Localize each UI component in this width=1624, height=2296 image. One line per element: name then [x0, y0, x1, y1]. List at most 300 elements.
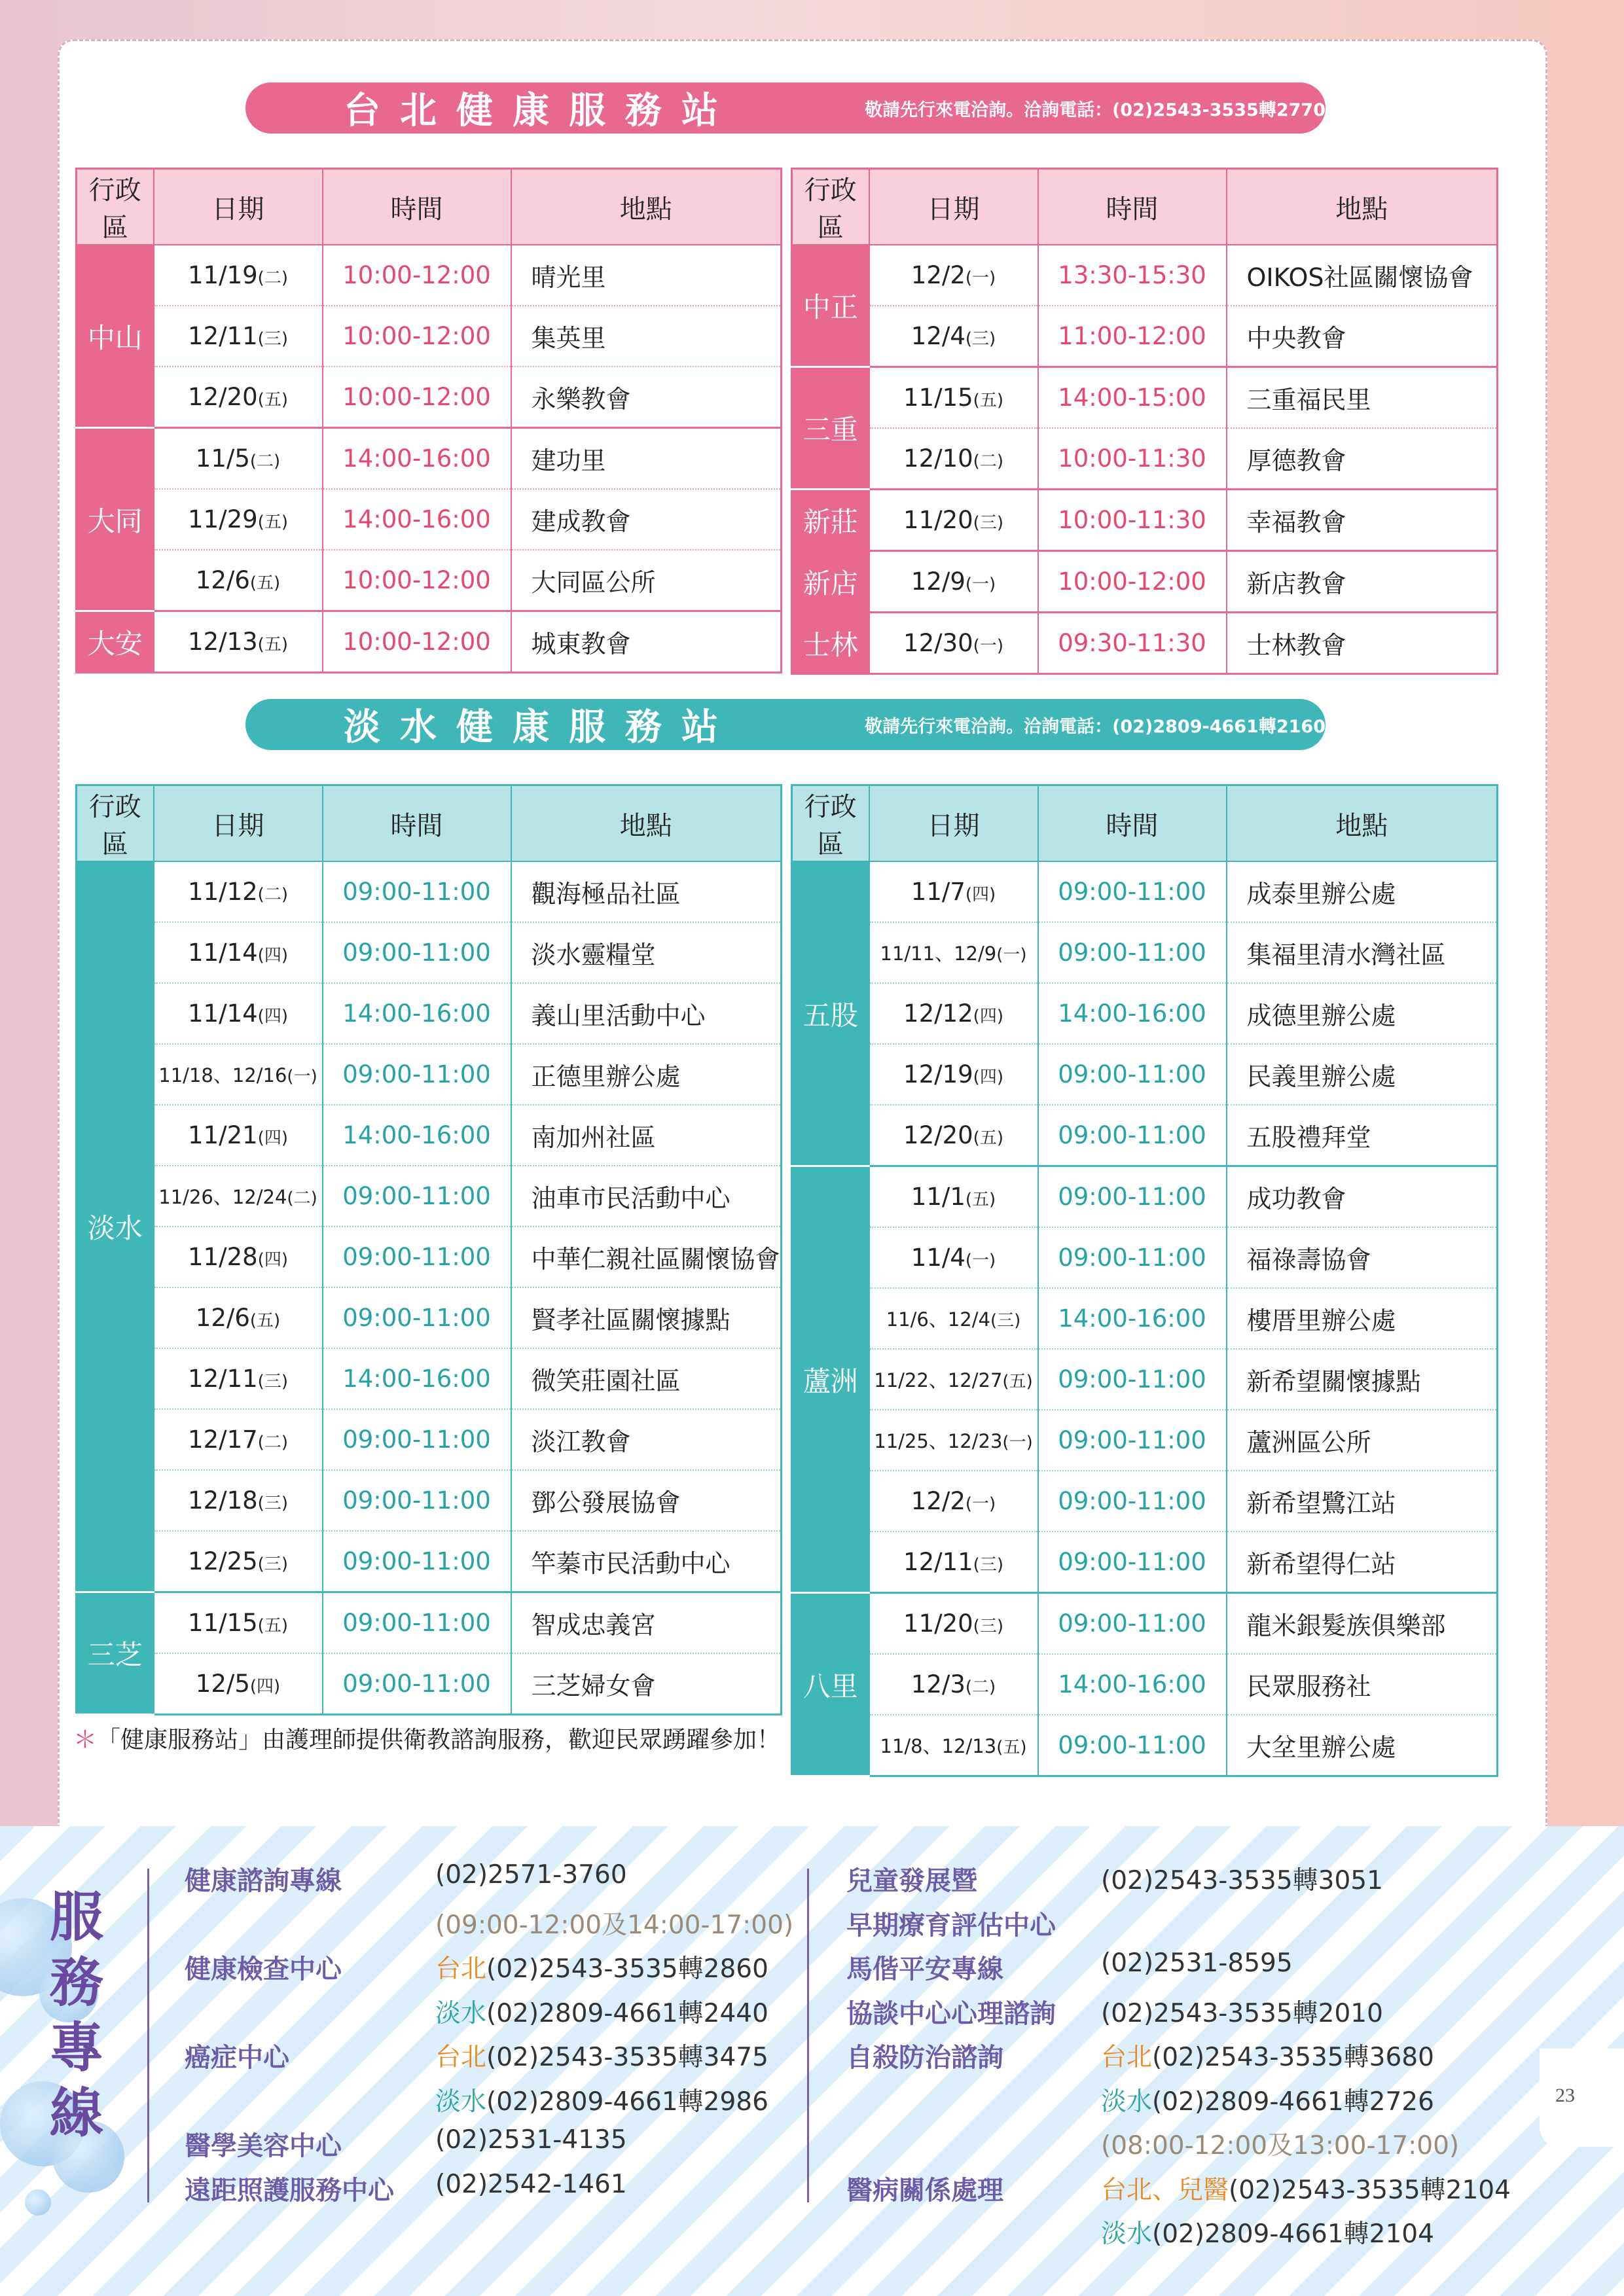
- date-text: 11/20: [903, 506, 973, 534]
- table-row: [792, 490, 1498, 551]
- hotline-number: [435, 1860, 627, 1890]
- taipei-schedule-left: [75, 168, 782, 673]
- date-cell: [154, 1531, 323, 1592]
- date-text: 12/20: [188, 383, 258, 411]
- time-cell: 09:00-11:00: [1038, 1471, 1227, 1532]
- table-row: [792, 613, 1498, 674]
- date-text: 12/2: [911, 261, 965, 289]
- hotline-number: [1101, 2081, 1434, 2118]
- date-text: 11/29: [188, 505, 258, 533]
- table-row: [792, 245, 1498, 306]
- weekday-text: (一): [965, 268, 996, 288]
- date-text: 11/5: [195, 444, 250, 473]
- date-text: 11/6、12/4: [886, 1308, 990, 1331]
- date-cell: [154, 306, 323, 367]
- decorative-bubble: [25, 2189, 51, 2215]
- date-text: 11/11、12/9: [880, 942, 997, 965]
- weekday-text: (二): [973, 452, 1003, 471]
- hotline-number: [435, 2037, 768, 2073]
- place-cell: 南加州社區: [511, 1105, 782, 1166]
- weekday-text: (五): [257, 1616, 288, 1636]
- table-row: [77, 1227, 782, 1287]
- date-text: 12/11: [188, 1365, 258, 1393]
- phone-text: (09:00-12:00及14:00-17:00): [435, 1910, 794, 1940]
- place-cell: 民眾服務社: [1227, 1654, 1498, 1715]
- place-cell: OIKOS社區關懷協會: [1227, 245, 1498, 306]
- table-row: [77, 922, 782, 983]
- place-cell: 士林教會: [1227, 613, 1498, 674]
- table-row: [792, 861, 1498, 922]
- place-cell: 福祿壽協會: [1227, 1227, 1498, 1288]
- place-cell: 集英里: [511, 306, 782, 367]
- date-cell: [154, 611, 323, 673]
- weekday-text: (五): [965, 1190, 996, 1210]
- time-cell: 09:00-11:00: [1038, 1166, 1227, 1228]
- time-cell: 09:00-11:00: [1038, 861, 1227, 922]
- weekday-text: (四): [249, 1677, 281, 1696]
- weekday-text: (一): [996, 945, 1027, 965]
- table-row: [77, 861, 782, 922]
- time-cell: 14:00-16:00: [323, 489, 511, 550]
- table-row: [77, 1348, 782, 1409]
- tamsui-schedule-right: [791, 784, 1498, 1777]
- hotline-number: [1101, 1993, 1383, 2030]
- place-cell: 智成忠義宮: [511, 1592, 782, 1654]
- table-row: [77, 1287, 782, 1348]
- weekday-text: (二): [965, 1677, 996, 1697]
- table-header-row: [792, 169, 1498, 245]
- weekday-text: (二): [257, 268, 288, 288]
- date-text: 12/12: [903, 999, 973, 1028]
- campus-prefix: 台北: [1101, 2043, 1153, 2072]
- district-cell: 士林: [792, 613, 869, 674]
- header-date: 日期: [869, 785, 1038, 862]
- table-row: [792, 1105, 1498, 1166]
- table-row: [77, 245, 782, 306]
- header-date: 日期: [154, 785, 323, 862]
- weekday-text: (四): [973, 1007, 1003, 1026]
- phone-text: (02)2809-4661轉2726: [1152, 2087, 1434, 2117]
- table-row: [792, 1654, 1498, 1715]
- table-row: [792, 551, 1498, 613]
- time-cell: 09:00-11:00: [323, 1044, 511, 1105]
- date-text: 12/3: [911, 1670, 965, 1698]
- place-cell: 三重福民里: [1227, 367, 1498, 429]
- date-cell: [154, 489, 323, 550]
- place-cell: 淡江教會: [511, 1409, 782, 1470]
- header-date: 日期: [154, 169, 323, 245]
- date-cell: [869, 1532, 1038, 1593]
- weekday-text: (三): [257, 1372, 288, 1391]
- time-cell: 14:00-16:00: [323, 1348, 511, 1409]
- header-district: 行政區: [77, 169, 154, 245]
- weekday-text: (五): [1002, 1372, 1033, 1391]
- date-text: 12/6: [195, 566, 250, 594]
- date-text: 12/11: [188, 322, 258, 350]
- tamsui-station-title: 淡水健康服務站: [344, 706, 738, 749]
- weekday-text: (一): [965, 1494, 996, 1514]
- date-cell: [869, 551, 1038, 613]
- date-cell: [154, 922, 323, 983]
- table-row: [792, 428, 1498, 490]
- weekday-text: (四): [257, 1128, 288, 1148]
- weekday-text: (五): [257, 512, 288, 532]
- table-row: [792, 1227, 1498, 1288]
- date-cell: [869, 367, 1038, 429]
- date-text: 12/18: [188, 1486, 258, 1515]
- time-cell: 09:00-11:00: [323, 922, 511, 983]
- table-row: [792, 1410, 1498, 1471]
- phone-text: (02)2543-3535轉2860: [486, 1954, 768, 1984]
- time-cell: 09:00-11:00: [1038, 1349, 1227, 1410]
- time-cell: 09:00-11:00: [323, 1287, 511, 1348]
- time-cell: 09:00-11:00: [1038, 1715, 1227, 1776]
- weekday-text: (五): [249, 573, 281, 593]
- time-cell: 09:00-11:00: [1038, 1532, 1227, 1593]
- time-cell: 09:00-11:00: [323, 1531, 511, 1592]
- date-text: 12/13: [188, 628, 258, 656]
- hotline-title-char: 線: [49, 2083, 103, 2145]
- header-district: 行政區: [792, 785, 869, 862]
- weekday-text: (一): [973, 636, 1003, 656]
- header-time: 時間: [1038, 785, 1227, 862]
- date-text: 12/20: [903, 1121, 973, 1149]
- asterisk-icon: ＊: [73, 1727, 98, 1753]
- weekday-text: (五): [257, 390, 288, 410]
- date-text: 12/2: [911, 1487, 965, 1515]
- time-cell: 09:00-11:00: [323, 1592, 511, 1654]
- campus-prefix: 淡水: [435, 1998, 487, 2028]
- time-cell: 14:00-16:00: [323, 428, 511, 490]
- page-number: 23: [1555, 2085, 1575, 2106]
- date-cell: [869, 861, 1038, 922]
- place-cell: 大坌里辦公處: [1227, 1715, 1498, 1776]
- weekday-text: (一): [287, 1067, 317, 1086]
- place-cell: 蘆洲區公所: [1227, 1410, 1498, 1471]
- time-cell: 10:00-12:00: [323, 611, 511, 673]
- time-cell: 11:00-12:00: [1038, 306, 1227, 367]
- phone-text: (02)2531-4135: [435, 2125, 627, 2155]
- date-cell: [154, 1044, 323, 1105]
- divider: [147, 1869, 149, 2202]
- table-header-row: [77, 169, 782, 245]
- place-cell: 淡水靈糧堂: [511, 922, 782, 983]
- date-cell: [869, 1471, 1038, 1532]
- date-cell: [869, 1044, 1038, 1105]
- date-cell: [154, 1105, 323, 1166]
- place-cell: 龍米銀髮族俱樂部: [1227, 1593, 1498, 1655]
- header-place: 地點: [1227, 785, 1498, 862]
- taipei-schedule-right: [791, 168, 1498, 675]
- date-text: 12/25: [188, 1547, 258, 1575]
- campus-prefix: 淡水: [1101, 2087, 1153, 2117]
- weekday-text: (四): [257, 946, 288, 965]
- weekday-text: (一): [965, 575, 996, 594]
- date-cell: [869, 1288, 1038, 1349]
- hotline-number: [435, 2081, 768, 2118]
- hotline-number: [1101, 1860, 1383, 1897]
- hotline-label: 馬偕平安專線: [846, 1954, 1003, 1984]
- phone-text: (02)2531-8595: [1101, 1948, 1293, 1978]
- weekday-text: (三): [973, 1555, 1003, 1575]
- weekday-text: (四): [973, 1067, 1003, 1087]
- time-cell: 09:00-11:00: [323, 1409, 511, 1470]
- taipei-contact-note: 敬請先行來電洽詢。洽詢電話：(02)2543-3535轉2770: [865, 99, 1326, 120]
- hotline-number: [1101, 2214, 1434, 2250]
- time-cell: 10:00-12:00: [323, 367, 511, 428]
- date-text: 11/8、12/13: [880, 1735, 997, 1757]
- place-cell: 中華仁親社區關懷協會: [511, 1227, 782, 1287]
- hotline-label: 協談中心心理諮詢: [846, 1998, 1056, 2029]
- date-text: 11/20: [903, 1609, 973, 1638]
- campus-prefix: 台北、兒醫: [1101, 2175, 1229, 2205]
- place-cell: 成功教會: [1227, 1166, 1498, 1228]
- date-cell: [869, 1166, 1038, 1228]
- table-row: [77, 611, 782, 673]
- time-cell: 09:00-11:00: [323, 1470, 511, 1531]
- tamsui-contact-note: 敬請先行來電洽詢。洽詢電話：(02)2809-4661轉2160: [865, 716, 1326, 737]
- date-text: 12/17: [188, 1426, 258, 1454]
- table-row: [77, 367, 782, 428]
- table-row: [792, 983, 1498, 1044]
- time-cell: 09:00-11:00: [323, 1166, 511, 1227]
- header-place: 地點: [511, 785, 782, 862]
- time-cell: 10:00-11:30: [1038, 428, 1227, 490]
- table-row: [77, 1409, 782, 1470]
- table-row: [792, 1044, 1498, 1105]
- weekday-text: (五): [996, 1738, 1027, 1757]
- date-cell: [154, 1348, 323, 1409]
- date-text: 11/15: [188, 1609, 258, 1637]
- place-cell: 新希望關懷據點: [1227, 1349, 1498, 1410]
- date-text: 12/11: [903, 1548, 973, 1576]
- place-cell: 油車市民活動中心: [511, 1166, 782, 1227]
- place-cell: 新店教會: [1227, 551, 1498, 613]
- time-cell: 09:00-11:00: [323, 861, 511, 922]
- date-text: 11/25、12/23: [874, 1430, 1003, 1452]
- date-cell: [154, 1227, 323, 1287]
- campus-prefix: 台北: [435, 2043, 487, 2072]
- date-text: 12/19: [903, 1060, 973, 1088]
- time-cell: 10:00-12:00: [323, 306, 511, 367]
- campus-prefix: 台北: [435, 1954, 487, 1984]
- time-cell: 09:00-11:00: [1038, 1044, 1227, 1105]
- table-row: [77, 983, 782, 1044]
- page-number-tab: [1540, 2049, 1624, 2147]
- tamsui-schedule-left: [75, 784, 782, 1715]
- date-text: 11/22、12/27: [874, 1369, 1003, 1391]
- weekday-text: (二): [249, 452, 281, 471]
- place-cell: 大同區公所: [511, 550, 782, 611]
- date-cell: [869, 613, 1038, 674]
- weekday-text: (四): [965, 885, 996, 905]
- time-cell: 14:00-16:00: [323, 1105, 511, 1166]
- time-cell: 14:00-16:00: [1038, 983, 1227, 1044]
- weekday-text: (五): [257, 635, 288, 655]
- taipei-station-title: 台北健康服務站: [344, 90, 738, 132]
- place-cell: 新希望鷺江站: [1227, 1471, 1498, 1532]
- place-cell: 義山里活動中心: [511, 983, 782, 1044]
- date-cell: [154, 1409, 323, 1470]
- weekday-text: (五): [973, 391, 1003, 410]
- date-cell: [869, 428, 1038, 490]
- hotline-label: 醫學美容中心: [185, 2131, 342, 2161]
- hotline-number: [435, 2125, 627, 2155]
- table-row: [77, 1166, 782, 1227]
- time-cell: 14:00-16:00: [1038, 1654, 1227, 1715]
- time-cell: 09:30-11:30: [1038, 613, 1227, 674]
- table-row: [77, 428, 782, 490]
- weekday-text: (三): [973, 1617, 1003, 1636]
- date-text: 12/10: [903, 444, 973, 473]
- hotline-number: [1101, 1948, 1293, 1978]
- table-row: [77, 1470, 782, 1531]
- table-row: [792, 1715, 1498, 1776]
- district-cell: 中山: [77, 245, 154, 428]
- date-cell: [154, 1287, 323, 1348]
- header-time: 時間: [323, 785, 511, 862]
- place-cell: 觀海極品社區: [511, 861, 782, 922]
- phone-text: (02)2809-4661轉2104: [1152, 2219, 1434, 2249]
- time-cell: 09:00-11:00: [1038, 922, 1227, 983]
- campus-prefix: 淡水: [1101, 2219, 1153, 2249]
- place-cell: 城東教會: [511, 611, 782, 673]
- date-text: 11/12: [188, 878, 258, 906]
- table-row: [77, 1653, 782, 1715]
- date-cell: [869, 1654, 1038, 1715]
- date-cell: [869, 1349, 1038, 1410]
- district-cell: 蘆洲: [792, 1166, 869, 1593]
- date-cell: [154, 1470, 323, 1531]
- table-row: [792, 1288, 1498, 1349]
- phone-text: (02)2543-3535轉2010: [1101, 1998, 1383, 2028]
- date-cell: [869, 1593, 1038, 1655]
- date-text: 12/30: [903, 629, 973, 657]
- date-cell: [869, 306, 1038, 367]
- hotline-number: [435, 2170, 627, 2199]
- weekday-text: (五): [249, 1311, 281, 1331]
- time-cell: 10:00-12:00: [1038, 551, 1227, 613]
- place-cell: 厚德教會: [1227, 428, 1498, 490]
- table-row: [77, 1044, 782, 1105]
- place-cell: 鄧公發展協會: [511, 1470, 782, 1531]
- time-cell: 10:00-12:00: [323, 550, 511, 611]
- time-cell: 09:00-11:00: [323, 1653, 511, 1715]
- header-time: 時間: [323, 169, 511, 245]
- time-cell: 14:00-16:00: [323, 983, 511, 1044]
- date-cell: [869, 983, 1038, 1044]
- table-row: [792, 1532, 1498, 1593]
- hotline-title-char: 服: [49, 1886, 103, 1948]
- hotline-number: [1101, 2037, 1434, 2073]
- weekday-text: (二): [257, 1433, 288, 1452]
- district-cell: 八里: [792, 1593, 869, 1776]
- header-time: 時間: [1038, 169, 1227, 245]
- date-cell: [869, 1105, 1038, 1166]
- weekday-text: (三): [257, 329, 288, 349]
- place-cell: 微笑莊園社區: [511, 1348, 782, 1409]
- date-text: 12/5: [195, 1670, 250, 1698]
- hotline-number: [435, 1993, 768, 2030]
- place-cell: 正德里辦公處: [511, 1044, 782, 1105]
- weekday-text: (三): [965, 329, 996, 349]
- weekday-text: (一): [1002, 1433, 1033, 1452]
- date-text: 11/14: [188, 999, 258, 1028]
- weekday-text: (四): [257, 1007, 288, 1026]
- date-text: 11/4: [911, 1244, 965, 1272]
- table-header-row: [792, 785, 1498, 862]
- time-cell: 14:00-16:00: [1038, 1288, 1227, 1349]
- table-row: [77, 489, 782, 550]
- place-cell: 成德里辦公處: [1227, 983, 1498, 1044]
- footnote-text: 「健康服務站」由護理師提供衛教諮詢服務，歡迎民眾踴躍參加！: [97, 1727, 781, 1753]
- date-cell: [154, 550, 323, 611]
- table-row: [792, 1349, 1498, 1410]
- date-cell: [869, 1227, 1038, 1288]
- table-row: [792, 1593, 1498, 1655]
- date-text: 11/14: [188, 939, 258, 967]
- date-text: 11/19: [188, 261, 258, 289]
- hotline-title-char: 專: [49, 2017, 103, 2079]
- place-cell: 幸福教會: [1227, 490, 1498, 551]
- time-cell: 13:30-15:30: [1038, 245, 1227, 306]
- date-cell: [154, 861, 323, 922]
- phone-text: (02)2543-3535轉3475: [486, 2043, 768, 2072]
- date-text: 12/4: [911, 322, 965, 350]
- district-cell: 三重: [792, 367, 869, 490]
- hotline-label: 癌症中心: [185, 2043, 289, 2073]
- date-text: 11/1: [911, 1183, 965, 1211]
- header-place: 地點: [1227, 169, 1498, 245]
- header-district: 行政區: [792, 169, 869, 245]
- hotline-number: [1101, 2170, 1511, 2206]
- phone-text: (08:00-12:00及13:00-17:00): [1101, 2131, 1460, 2161]
- place-cell: 建功里: [511, 428, 782, 490]
- time-cell: 10:00-11:30: [1038, 490, 1227, 551]
- table-row: [792, 367, 1498, 429]
- date-cell: [869, 1410, 1038, 1471]
- date-text: 11/21: [188, 1121, 258, 1149]
- date-cell: [869, 922, 1038, 983]
- date-cell: [154, 428, 323, 490]
- taipei-station-banner: [245, 82, 1326, 134]
- date-cell: [869, 490, 1038, 551]
- phone-text: (02)2809-4661轉2986: [486, 2087, 768, 2117]
- phone-text: (02)2571-3760: [435, 1860, 627, 1890]
- place-cell: 三芝婦女會: [511, 1653, 782, 1715]
- place-cell: 集福里清水灣社區: [1227, 922, 1498, 983]
- place-cell: 五股禮拜堂: [1227, 1105, 1498, 1166]
- campus-prefix: 淡水: [435, 2087, 487, 2117]
- table-row: [77, 1592, 782, 1654]
- district-cell: 新店: [792, 551, 869, 613]
- hotline-title: [47, 1885, 106, 2147]
- weekday-text: (四): [257, 1250, 288, 1270]
- hotline-label: 健康檢查中心: [185, 1954, 342, 1984]
- weekday-text: (二): [257, 885, 288, 905]
- date-cell: [869, 245, 1038, 306]
- date-text: 11/18、12/16: [158, 1064, 287, 1086]
- date-cell: [154, 367, 323, 428]
- place-cell: 晴光里: [511, 245, 782, 306]
- table-header-row: [77, 785, 782, 862]
- place-cell: 成泰里辦公處: [1227, 861, 1498, 922]
- weekday-text: (五): [973, 1128, 1003, 1148]
- header-district: 行政區: [77, 785, 154, 862]
- time-cell: 14:00-15:00: [1038, 367, 1227, 429]
- phone-text: (02)2809-4661轉2440: [486, 1998, 768, 2028]
- time-cell: 09:00-11:00: [1038, 1593, 1227, 1655]
